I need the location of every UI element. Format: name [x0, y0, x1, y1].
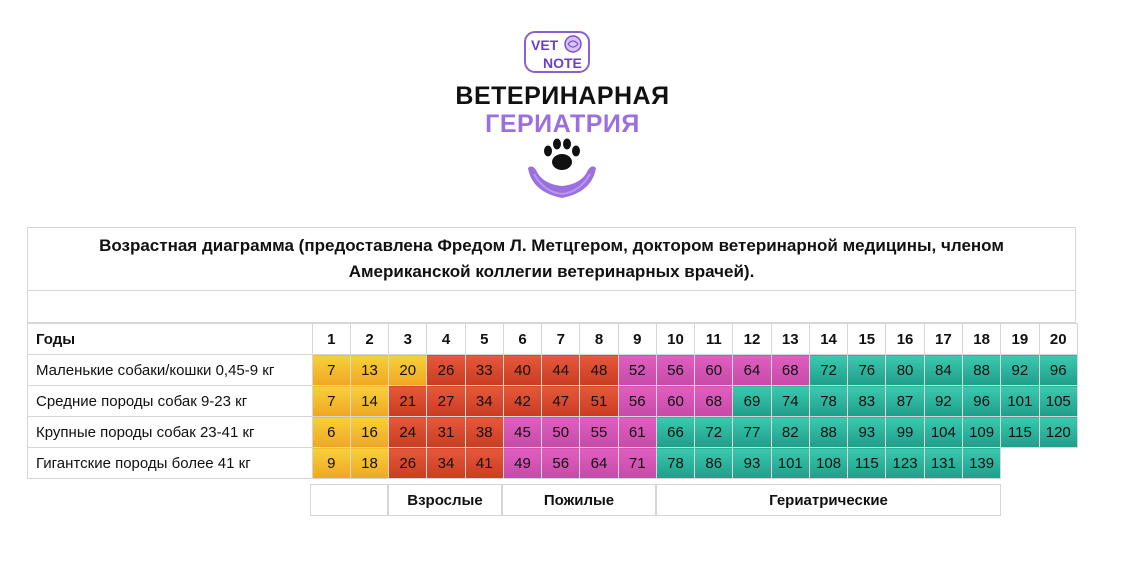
legend-adult: Взрослые	[388, 484, 502, 516]
year-header-6: 6	[503, 324, 541, 355]
year-header-12: 12	[733, 324, 771, 355]
age-cell: 42	[503, 386, 541, 417]
age-cell: 78	[656, 448, 694, 479]
row-label: Маленькие собаки/кошки 0,45-9 кг	[28, 355, 313, 386]
legend-geriatric: Гериатрические	[656, 484, 1001, 516]
age-cell: 96	[1039, 355, 1078, 386]
age-cell: 76	[848, 355, 886, 386]
year-header-20: 20	[1039, 324, 1078, 355]
page-title-line1: ВЕТЕРИНАРНАЯ	[455, 82, 670, 110]
header	[0, 0, 1125, 215]
age-cell: 105	[1039, 386, 1078, 417]
age-cell: 84	[924, 355, 962, 386]
age-cell: 82	[771, 417, 809, 448]
year-header-9: 9	[618, 324, 656, 355]
header-row	[28, 324, 1078, 355]
age-cell: 71	[618, 448, 656, 479]
age-cell: 80	[886, 355, 924, 386]
age-cell: 108	[809, 448, 847, 479]
paw-in-hands-icon	[524, 134, 600, 202]
age-cell: 101	[1001, 386, 1039, 417]
age-cell: 88	[962, 355, 1000, 386]
age-cell: 7	[312, 355, 350, 386]
legend-senior: Пожилые	[502, 484, 656, 516]
age-cell	[1001, 448, 1039, 479]
age-cell: 7	[312, 386, 350, 417]
table-caption: Возрастная диаграмма (предоставлена Фредом Л. Метцгером, доктором ветеринарной медицины, членом Американской коллегии ветеринарных врачей).	[27, 227, 1076, 291]
year-header-15: 15	[848, 324, 886, 355]
age-cell: 120	[1039, 417, 1078, 448]
legend-blank	[310, 484, 388, 516]
age-cell: 96	[962, 386, 1000, 417]
age-cell: 109	[962, 417, 1000, 448]
age-cell: 44	[542, 355, 580, 386]
age-cell: 51	[580, 386, 618, 417]
row-label: Гигантские породы более 41 кг	[28, 448, 313, 479]
age-cell: 115	[1001, 417, 1039, 448]
age-cell: 38	[465, 417, 503, 448]
vetnote-logo	[523, 28, 591, 76]
age-cell: 92	[1001, 355, 1039, 386]
year-header-3: 3	[389, 324, 427, 355]
year-header-2: 2	[350, 324, 388, 355]
age-cell: 41	[465, 448, 503, 479]
age-cell: 56	[542, 448, 580, 479]
age-cell: 131	[924, 448, 962, 479]
age-cell: 92	[924, 386, 962, 417]
year-header-14: 14	[809, 324, 847, 355]
age-cell: 31	[427, 417, 465, 448]
table-row	[28, 448, 1078, 479]
age-cell: 33	[465, 355, 503, 386]
age-cell: 78	[809, 386, 847, 417]
empty-row	[27, 291, 1076, 323]
age-cell: 20	[389, 355, 427, 386]
age-cell: 9	[312, 448, 350, 479]
year-header-16: 16	[886, 324, 924, 355]
age-table	[27, 323, 1078, 479]
age-cell: 60	[695, 355, 733, 386]
row-label: Крупные породы собак 23-41 кг	[28, 417, 313, 448]
legend-row	[310, 484, 1001, 516]
age-cell: 26	[427, 355, 465, 386]
age-cell: 47	[542, 386, 580, 417]
age-cell: 13	[350, 355, 388, 386]
age-cell: 87	[886, 386, 924, 417]
age-cell: 93	[733, 448, 771, 479]
age-cell: 66	[656, 417, 694, 448]
age-cell: 64	[580, 448, 618, 479]
age-cell: 101	[771, 448, 809, 479]
age-cell: 24	[389, 417, 427, 448]
age-cell: 61	[618, 417, 656, 448]
age-cell: 77	[733, 417, 771, 448]
age-cell: 139	[962, 448, 1000, 479]
logo-text-bottom: NOTE	[543, 55, 582, 71]
year-header-10: 10	[656, 324, 694, 355]
row-label: Средние породы собак 9-23 кг	[28, 386, 313, 417]
age-cell: 16	[350, 417, 388, 448]
year-header-4: 4	[427, 324, 465, 355]
age-cell: 64	[733, 355, 771, 386]
age-cell: 99	[886, 417, 924, 448]
age-cell: 74	[771, 386, 809, 417]
age-cell: 40	[503, 355, 541, 386]
age-cell	[1039, 448, 1078, 479]
logo-text-top: VET	[531, 37, 559, 53]
year-header-5: 5	[465, 324, 503, 355]
age-cell: 88	[809, 417, 847, 448]
age-cell: 86	[695, 448, 733, 479]
age-cell: 93	[848, 417, 886, 448]
age-cell: 48	[580, 355, 618, 386]
page-title-line2: ГЕРИАТРИЯ	[485, 110, 640, 138]
age-cell: 18	[350, 448, 388, 479]
age-cell: 34	[465, 386, 503, 417]
year-header-13: 13	[771, 324, 809, 355]
age-cell: 55	[580, 417, 618, 448]
year-header-17: 17	[924, 324, 962, 355]
year-header-19: 19	[1001, 324, 1039, 355]
table-row	[28, 355, 1078, 386]
age-cell: 45	[503, 417, 541, 448]
age-cell: 72	[809, 355, 847, 386]
table-row	[28, 386, 1078, 417]
age-cell: 69	[733, 386, 771, 417]
age-cell: 34	[427, 448, 465, 479]
age-cell: 26	[389, 448, 427, 479]
years-header: Годы	[28, 324, 313, 355]
age-cell: 52	[618, 355, 656, 386]
age-cell: 21	[389, 386, 427, 417]
age-cell: 104	[924, 417, 962, 448]
year-header-7: 7	[542, 324, 580, 355]
age-cell: 56	[656, 355, 694, 386]
year-header-8: 8	[580, 324, 618, 355]
table-row	[28, 417, 1078, 448]
age-cell: 49	[503, 448, 541, 479]
age-cell: 68	[771, 355, 809, 386]
age-cell: 60	[656, 386, 694, 417]
age-cell: 50	[542, 417, 580, 448]
age-cell: 83	[848, 386, 886, 417]
age-cell: 14	[350, 386, 388, 417]
age-cell: 123	[886, 448, 924, 479]
age-cell: 27	[427, 386, 465, 417]
year-header-18: 18	[962, 324, 1000, 355]
age-cell: 6	[312, 417, 350, 448]
year-header-1: 1	[312, 324, 350, 355]
age-cell: 68	[695, 386, 733, 417]
age-cell: 56	[618, 386, 656, 417]
age-cell: 115	[848, 448, 886, 479]
age-cell: 72	[695, 417, 733, 448]
year-header-11: 11	[695, 324, 733, 355]
